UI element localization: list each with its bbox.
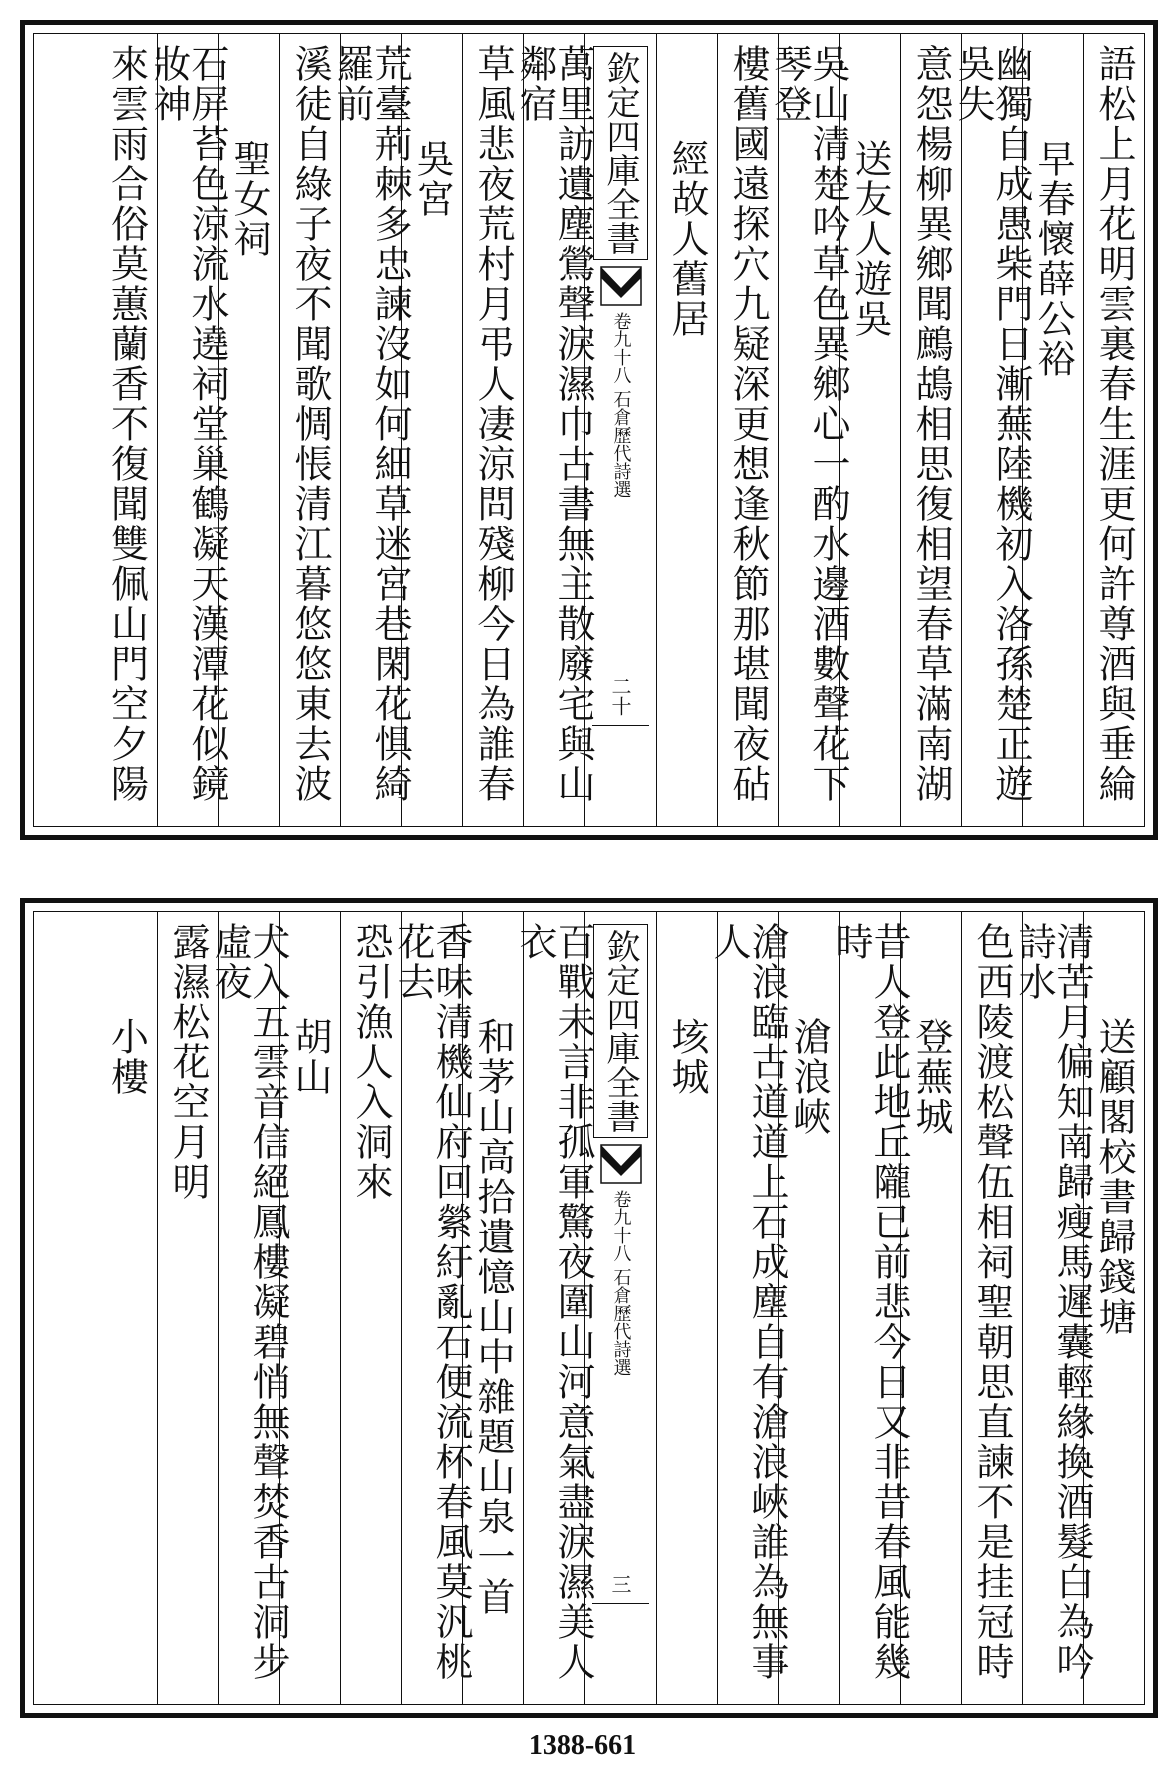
top-page-columns	[33, 33, 1145, 827]
text-column	[717, 34, 778, 826]
text-column	[340, 912, 401, 1704]
column-text: 意怨楊柳異鄉聞鷓鴣相思復相望春草滿南湖	[909, 44, 953, 804]
poem-title: 送顧閣校書歸錢塘	[1092, 1017, 1136, 1337]
book-title: 欽定四庫全書	[593, 46, 648, 260]
bottom-page	[20, 898, 1158, 1718]
column-text: 露濕松花空月明	[166, 922, 210, 1202]
column-text: 溪徒自綠子夜不聞歌惆悵清江暮悠悠東去波	[288, 44, 332, 804]
text-column	[900, 34, 961, 826]
column-text: 百戰未言非孤軍驚夜圍山河意氣盡淚濕美人衣	[513, 922, 595, 1682]
poem-title: 胡山	[288, 1017, 332, 1097]
text-column	[513, 34, 595, 826]
poem-title: 聖女祠	[227, 139, 271, 259]
fishtail-mark-icon	[600, 266, 642, 306]
text-column	[1083, 34, 1144, 826]
text-column	[96, 34, 157, 826]
column-text: 色西陵渡松聲伍相祠聖朝思直諫不是挂冠時	[970, 922, 1014, 1682]
top-page	[20, 20, 1158, 840]
poem-title: 早春懷薛公裕	[1031, 139, 1075, 379]
poem-title-column	[96, 912, 157, 1704]
text-column	[208, 912, 290, 1704]
collection-name: 石倉歷代詩選	[610, 1268, 632, 1376]
column-text: 恐引漁人入洞來	[349, 922, 393, 1202]
column-text: 幽獨自成愚柴門日漸蕪陸機初入洛孫楚正遊吳失	[951, 44, 1033, 804]
section-caption	[608, 1190, 634, 1376]
column-text: 萬里訪遺塵鶯聲淚濕巾古書無主散廢宅與山鄰宿	[513, 44, 595, 804]
bottom-page-columns	[33, 911, 1145, 1705]
column-text: 吳山清楚吟草色異鄉心一酌水邊酒數聲花下琴登	[768, 44, 850, 804]
folio-number: 二十	[608, 676, 632, 716]
column-text: 語松上月花明雲裏春生涯更何許尊酒與垂綸	[1092, 44, 1136, 804]
text-column	[157, 912, 218, 1704]
text-column	[462, 34, 523, 826]
folio-number: 三	[608, 1574, 632, 1594]
column-text: 荒臺荊棘多忠諫沒如何細草迷宮巷閑花惧綺羅前	[330, 44, 412, 804]
page-number: 1388-661	[528, 1730, 637, 1761]
poem-title: 經故人舊居	[665, 139, 709, 339]
fishtail-mark-icon	[600, 1144, 642, 1184]
text-column	[707, 912, 789, 1704]
text-column	[768, 34, 850, 826]
text-column	[829, 912, 911, 1704]
poem-title: 滄浪峽	[787, 1017, 831, 1137]
text-column	[961, 912, 1022, 1704]
collection-name: 石倉歷代詩選	[610, 390, 632, 498]
column-text: 清苦月偏知南歸瘦馬遲囊輕緣換酒髮白為吟詩水	[1012, 922, 1094, 1682]
folio-rule	[592, 725, 649, 726]
column-text: 犬入五雲音信絕鳳樓凝碧悄無聲焚香古洞步虛夜	[208, 922, 290, 1682]
poem-title: 送友人遊吳	[848, 139, 892, 339]
poem-title: 吳宮	[410, 139, 454, 219]
column-text: 滄浪臨古道道上石成塵自有滄浪峽誰為無事人	[707, 922, 789, 1682]
poem-title: 小樓	[104, 1017, 149, 1097]
text-column	[513, 912, 595, 1704]
column-text: 香味清機仙府回縈紆亂石便流杯春風莫汎桃花去	[391, 922, 473, 1682]
folio-rule	[592, 1603, 649, 1604]
column-text: 樓舊國遠探穴九疑深更想逢秋節那堪聞夜砧	[726, 44, 770, 804]
column-text: 來雲雨合俗莫蕙蘭香不復聞雙佩山門空夕陽	[104, 44, 149, 804]
column-text: 草風悲夜荒村月弔人凄涼問殘柳今日為誰春	[471, 44, 515, 804]
poem-title-column	[656, 912, 717, 1704]
text-column	[330, 34, 412, 826]
text-column	[147, 34, 229, 826]
volume-number: 卷九十八	[610, 312, 632, 384]
section-caption	[608, 312, 634, 498]
poem-title: 垓城	[665, 1017, 709, 1097]
poem-title-column	[656, 34, 717, 826]
volume-number: 卷九十八	[610, 1190, 632, 1262]
text-column	[951, 34, 1033, 826]
text-column	[279, 34, 340, 826]
column-text: 昔人登此地丘隴已前悲今日又非昔春風能幾時	[829, 922, 911, 1682]
text-column	[1012, 912, 1094, 1704]
poem-title: 登蕪城	[909, 1017, 953, 1137]
text-column	[391, 912, 473, 1704]
poem-title: 和茅山高拾遺憶山中雜題山泉一首	[471, 1017, 515, 1617]
column-text: 石屏苔色涼流水遶祠堂巢鶴凝天漢潭花似鏡妝神	[147, 44, 229, 804]
book-title: 欽定四庫全書	[593, 924, 648, 1138]
